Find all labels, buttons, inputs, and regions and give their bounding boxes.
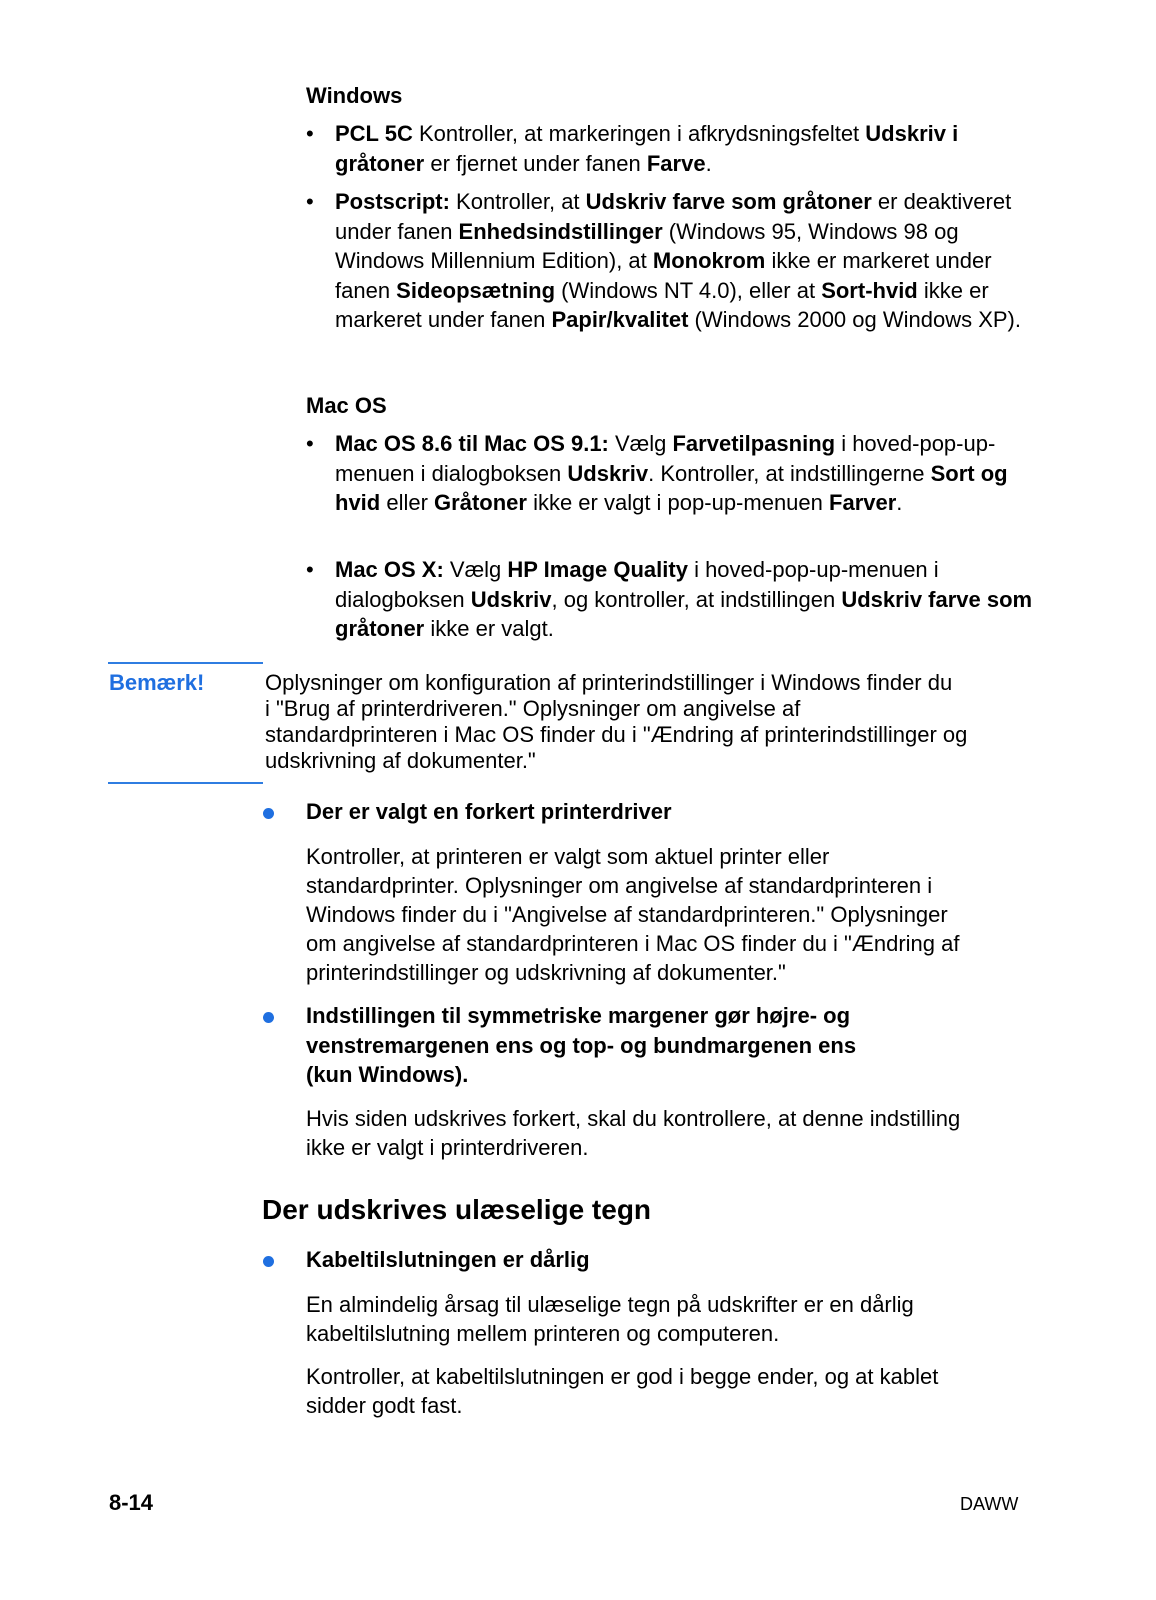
item-paragraph [306,842,1046,987]
para-line: standardprinter. Oplysninger om angivelse af standardprinteren i [306,873,933,898]
para-line: printerindstillinger og udskrivning af dokumenter." [306,960,786,985]
note-line: i "Brug af printerdriveren." Oplysninger om angivelse af [265,696,801,721]
item-heading: Kabeltilslutningen er dårlig [306,1247,590,1272]
item-paragraph [306,1362,1046,1420]
bullet-text: Mac OS X: Vælg HP Image Quality i hoved-pop-up-menuen i dialogboksen Udskriv, og kontroller, at indstillingen Udskriv farve som gråtoner ikke er valgt. [335,557,1033,641]
item-paragraph [306,1290,1046,1348]
note-label: Bemærk! [109,670,205,695]
item-paragraph [306,1104,1046,1162]
bullet-text: Postscript: Kontroller, at Udskriv farve som gråtoner er deaktiveret under fanen Enhedsindstillinger (Windows 95, Windows 98 og Windows Millennium Edition), at Monokrom ikke er markeret under fanen Sideopsætning (Windows NT 4.0), eller at Sort-hvid ikke er markeret under fanen Papir/kvalitet (Windows 2000 og Windows XP). [335,189,1021,332]
bullet-dot: • [306,431,314,456]
heading-line: (kun Windows). [306,1062,469,1087]
note-top-rule [108,662,263,664]
windows-heading: Windows [306,83,403,108]
para-line: kabeltilslutning mellem printeren og computeren. [306,1321,780,1346]
bullet-text: PCL 5C Kontroller, at markeringen i afkrydsningsfeltet Udskriv i gråtoner er fjernet under fanen Farve. [335,121,959,176]
bullet-postscript [306,187,1036,367]
doc-code: DAWW [960,1494,1019,1514]
para-line: Kontroller, at printeren er valgt som aktuel printer eller [306,844,830,869]
bullet-dot-icon [263,1256,274,1267]
bullet-dot: • [306,189,314,214]
para-line: En almindelig årsag til ulæselige tegn på udskrifter er en dårlig [306,1292,914,1317]
note-text [265,670,1065,774]
section-heading: Der udskrives ulæselige tegn [262,1194,652,1225]
para-line: ikke er valgt i printerdriveren. [306,1135,589,1160]
bullet-dot-icon [263,808,274,819]
note-bottom-rule [108,782,263,784]
para-line: sidder godt fast. [306,1393,463,1418]
item-heading [306,1001,1046,1090]
bullet-dot: • [306,557,314,582]
bullet-dot: • [306,121,314,146]
note-line: udskrivning af dokumenter." [265,748,536,773]
bullet-macx [306,555,1036,645]
para-line: om angivelse af standardprinteren i Mac OS finder du i "Ændring af [306,931,960,956]
bullet-dot-icon [263,1012,274,1023]
heading-line: venstremargenen ens og top- og bundmargenen ens [306,1032,857,1058]
bullet-mac86 [306,429,1036,549]
bullet-pcl5c [306,119,1036,179]
para-line: Kontroller, at kabeltilslutningen er god i begge ender, og at kablet [306,1364,939,1389]
para-line: Windows finder du i "Angivelse af standardprinteren." Oplysninger [306,902,948,927]
note-line: Oplysninger om konfiguration af printerindstillinger i Windows finder du [265,670,953,695]
note-line: standardprinteren i Mac OS finder du i "Ændring af printerindstillinger og [265,722,968,747]
bullet-text: Mac OS 8.6 til Mac OS 9.1: Vælg Farvetilpasning i hoved-pop-up-menuen i dialogboksen Udskriv. Kontroller, at indstillingerne Sort og hvid eller Gråtoner ikke er valgt i pop-up-menuen Farver. [335,431,1008,515]
page-number: 8-14 [109,1490,154,1515]
para-line: Hvis siden udskrives forkert, skal du kontrollere, at denne indstilling [306,1106,961,1131]
heading-line: Indstillingen til symmetriske margener gør højre- og [306,1003,851,1028]
item-heading: Der er valgt en forkert printerdriver [306,799,672,824]
macos-heading: Mac OS [306,393,387,418]
